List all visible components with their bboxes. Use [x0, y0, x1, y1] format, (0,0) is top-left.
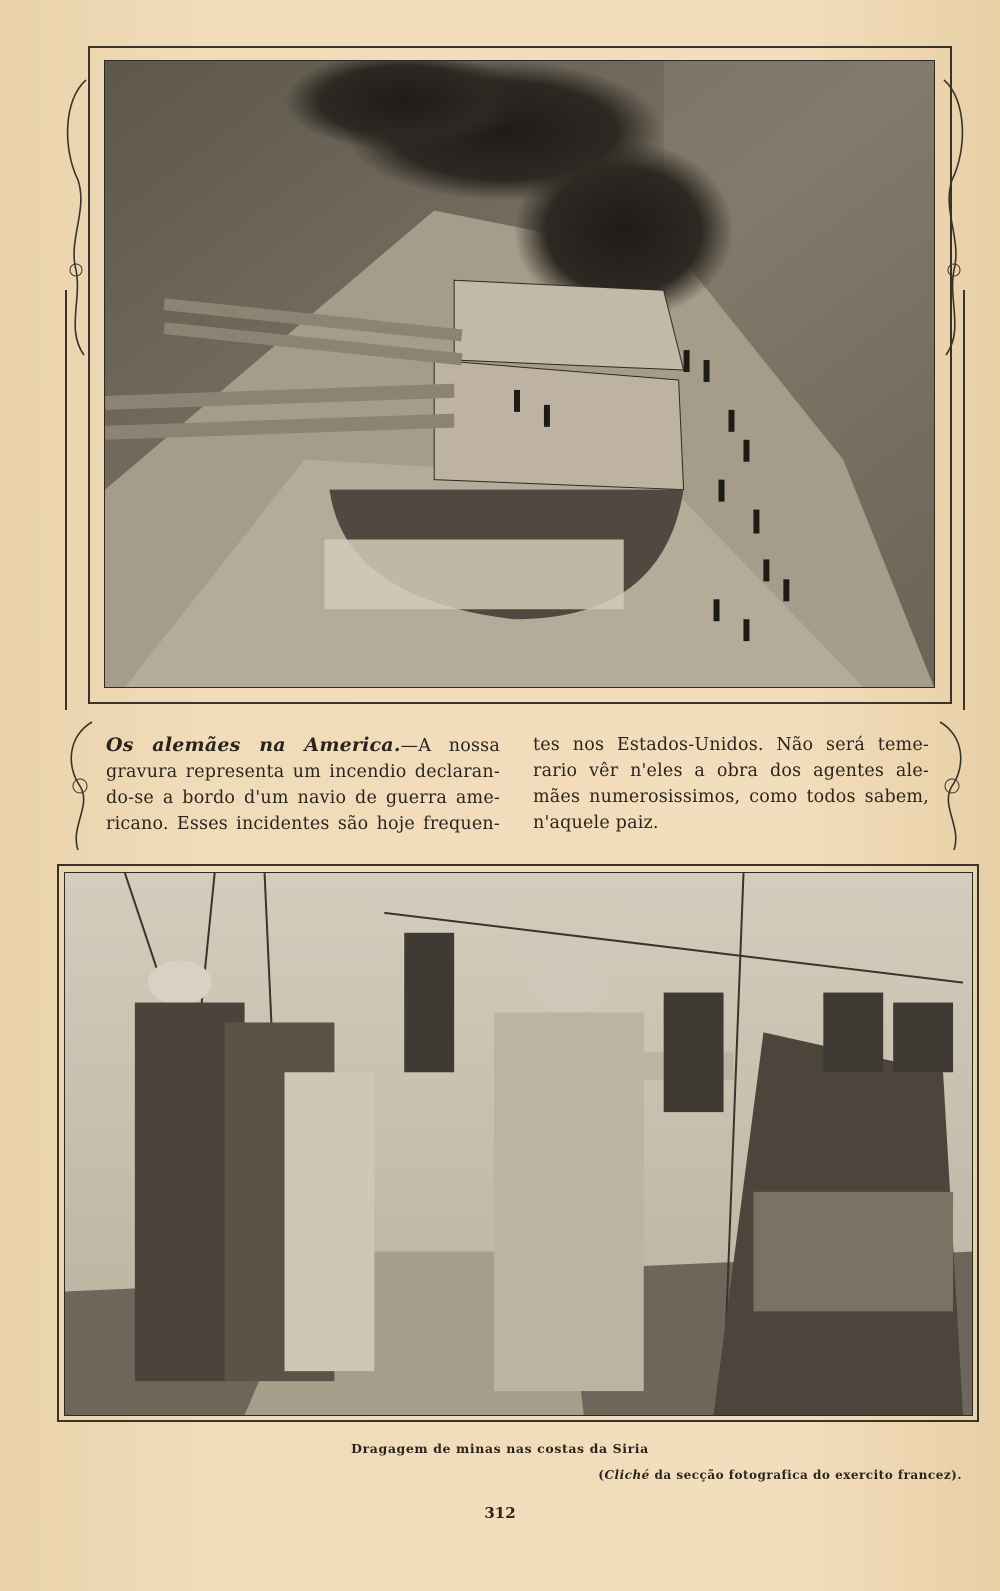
minesweeping-deck-photo — [64, 872, 973, 1416]
article-line: ricano. Esses incidentes são hoje frequen- — [106, 814, 500, 834]
article-headline: Os alemães na America. — [106, 734, 401, 756]
left-top-ornament — [58, 70, 92, 360]
photo-credit: (Cliché da secção fotografica do exercito francez). — [598, 1468, 962, 1482]
article-line: mães numerosissimos, como todos sabem, — [533, 787, 929, 807]
article-column-left — [106, 732, 500, 837]
article-line: n'aquele paiz. — [533, 813, 659, 833]
left-rule — [65, 290, 67, 710]
left-middle-ornament — [58, 716, 98, 856]
article-column-right — [533, 732, 929, 836]
page-number: 312 — [484, 1504, 516, 1522]
article-line: gravura representa um incendio declaran- — [106, 762, 500, 782]
article-line: do-se a bordo d'um navio de guerra ame- — [106, 788, 500, 808]
article-line: Os alemães na America.—A nossa — [106, 734, 500, 756]
right-middle-ornament — [934, 716, 974, 856]
article-line: tes nos Estados-Unidos. Não será teme- — [533, 735, 929, 755]
photo-caption: Dragagem de minas nas costas da Siria — [351, 1441, 649, 1456]
right-top-ornament — [938, 70, 972, 360]
right-rule — [963, 290, 965, 710]
battleship-fire-photo — [104, 60, 935, 688]
article-line: rario vêr n'eles a obra dos agentes ale- — [533, 761, 929, 781]
